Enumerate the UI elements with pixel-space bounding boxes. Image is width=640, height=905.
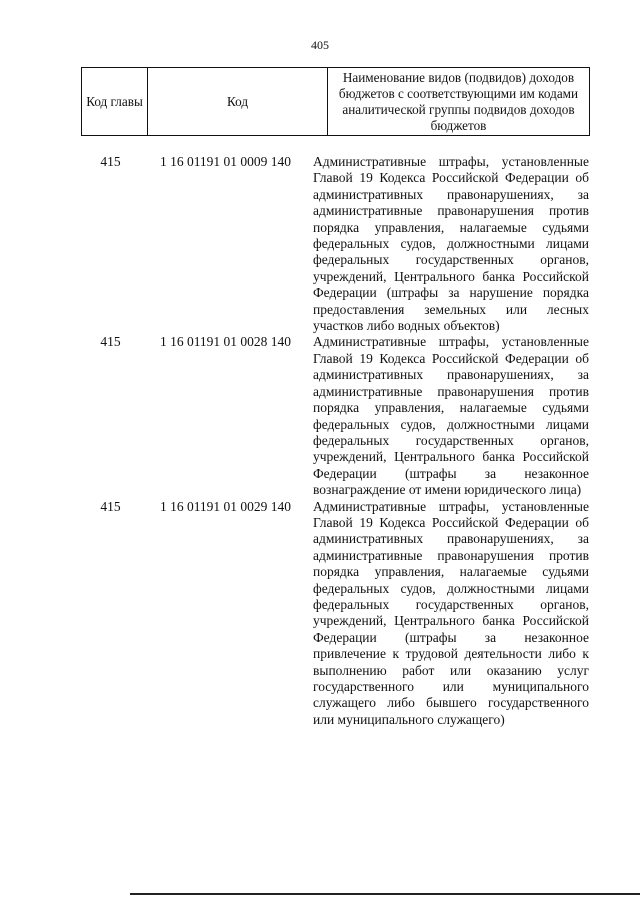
table-row xyxy=(0,154,640,334)
row-code: 1 16 01191 01 0029 140 xyxy=(159,498,292,514)
row-chapter-code: 415 xyxy=(100,154,121,169)
row-name: Административные штрафы, установленные Главой 19 Кодекса Российской Федерации об административных правонарушениях, за административные правонарушения против порядка управления, налагаемые судьями федеральных судов, должностными лицами федеральных государственных органов, учреждений, Центрального банка Российской Федерации (штрафы за незаконное привлечение к трудовой деятельности либо к выполнению работ или оказанию услуг государственного или муниципального служащего либо бывшего государственного или муниципального служащего) xyxy=(313,498,589,727)
table-header xyxy=(81,67,590,136)
table-row xyxy=(0,499,640,729)
page-bottom-rule xyxy=(130,893,640,895)
header-chapter-code: Код главы xyxy=(82,68,148,136)
table-row xyxy=(0,334,640,498)
table-body xyxy=(0,154,640,728)
page-number: 405 xyxy=(311,38,329,52)
row-chapter-code: 415 xyxy=(100,498,121,514)
header-name: Наименование видов (подвидов) доходов бюджетов с соответствующими им кодами аналитической группы подвидов доходов бюджетов xyxy=(328,68,590,136)
row-code: 1 16 01191 01 0028 140 xyxy=(159,334,292,350)
row-name: Административные штрафы, установленные Главой 19 Кодекса Российской Федерации об административных правонарушениях, за административные правонарушения против порядка управления, налагаемые судьями федеральных судов, должностными лицами федеральных государственных органов, учреждений, Центрального банка Российской Федерации (штрафы за нарушение порядка предоставления земельных или лесных участков либо водных объектов) xyxy=(313,154,589,334)
row-code: 1 16 01191 01 0009 140 xyxy=(159,154,292,169)
row-name: Административные штрафы, установленные Главой 19 Кодекса Российской Федерации об административных правонарушениях, за административные правонарушения против порядка управления, налагаемые судьями федеральных судов, должностными лицами федеральных государственных органов, учреждений, Центрального банка Российской Федерации (штрафы за незаконное вознаграждение от имени юридического лица) xyxy=(313,334,589,498)
row-chapter-code: 415 xyxy=(100,334,121,350)
header-code: Код xyxy=(148,68,328,136)
